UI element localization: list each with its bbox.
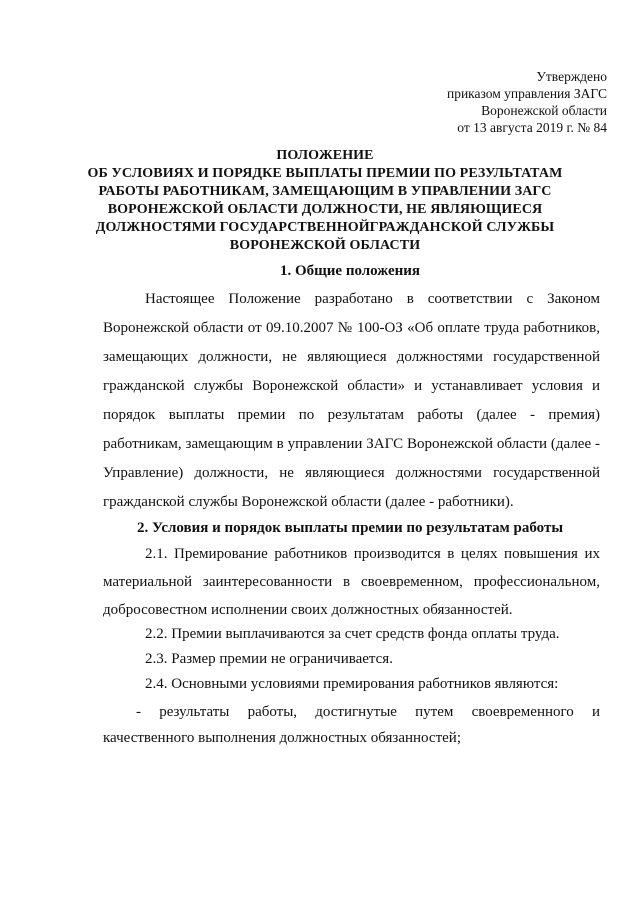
title-line: ДОЛЖНОСТЯМИ ГОСУДАРСТВЕННОЙГРАЖДАНСКОЙ СЛУЖБЫ bbox=[95, 220, 555, 235]
title-line: РАБОТЫ РАБОТНИКАМ, ЗАМЕЩАЮЩИМ В УПРАВЛЕНИИ ЗАГС bbox=[98, 184, 552, 199]
paragraph-line: 2.2. Премии выплачиваются за счет средств фонда оплаты труда. bbox=[145, 626, 560, 642]
title-line: ОБ УСЛОВИЯХ И ПОРЯДКЕ ВЫПЛАТЫ ПРЕМИИ ПО РЕЗУЛЬТАТАМ bbox=[87, 166, 563, 181]
paragraph-line: Настоящее Положение разработано в соответствии с Законом bbox=[145, 291, 600, 307]
paragraph-line: порядок выплаты премии по результатам работы (далее - премия) bbox=[103, 407, 600, 423]
paragraph-line: гражданской службы Воронежской области (далее - работники). bbox=[103, 494, 514, 510]
paragraph-line: 2.1. Премирование работников производится в целях повышения их bbox=[145, 546, 600, 562]
paragraph-line: добросовестном исполнении своих должностных обязанностей. bbox=[103, 602, 513, 618]
approval-line: Воронежской области bbox=[481, 103, 607, 118]
paragraph-line: 2.3. Размер премии не ограничивается. bbox=[145, 651, 393, 667]
document-title bbox=[60, 147, 590, 255]
paragraph-line: 2.4. Основными условиями премирования работников являются: bbox=[145, 676, 559, 692]
list-item-continuation: качественного выполнения должностных обязанностей; bbox=[103, 730, 461, 746]
approval-date: от 13 августа 2019 г. № 84 bbox=[457, 120, 607, 135]
approval-stamp bbox=[447, 68, 607, 136]
section-1-heading: 1. Общие положения bbox=[279, 263, 421, 279]
paragraph-line: гражданской службы Воронежской области» и устанавливает условия и bbox=[103, 378, 600, 394]
approval-line: Утверждено bbox=[536, 69, 607, 84]
title-line: ПОЛОЖЕНИЕ bbox=[276, 148, 374, 163]
paragraph-line: работникам, замещающим в управлении ЗАГС Воронежской области (далее - bbox=[103, 436, 600, 452]
paragraph-line: Управление) должности, не являющиеся должностями государственной bbox=[103, 465, 600, 481]
section-2-heading: 2. Условия и порядок выплаты премии по результатам работы bbox=[136, 520, 564, 536]
paragraph-line: Воронежской области от 09.10.2007 № 100-ОЗ «Об оплате труда работников, bbox=[103, 320, 600, 336]
paragraph-line: материальной заинтересованности в своевременном, профессиональном, bbox=[103, 574, 600, 590]
approval-line: приказом управления ЗАГС bbox=[446, 86, 607, 101]
title-line: ВОРОНЕЖСКОЙ ОБЛАСТИ bbox=[229, 238, 421, 253]
paragraph-line: замещающих должности, не являющиеся должностями государственной bbox=[103, 349, 600, 365]
title-line: ВОРОНЕЖСКОЙ ОБЛАСТИ ДОЛЖНОСТИ, НЕ ЯВЛЯЮЩИЕСЯ bbox=[107, 202, 543, 217]
list-item: - результаты работы, достигнутые путем своевременного и bbox=[136, 704, 600, 720]
